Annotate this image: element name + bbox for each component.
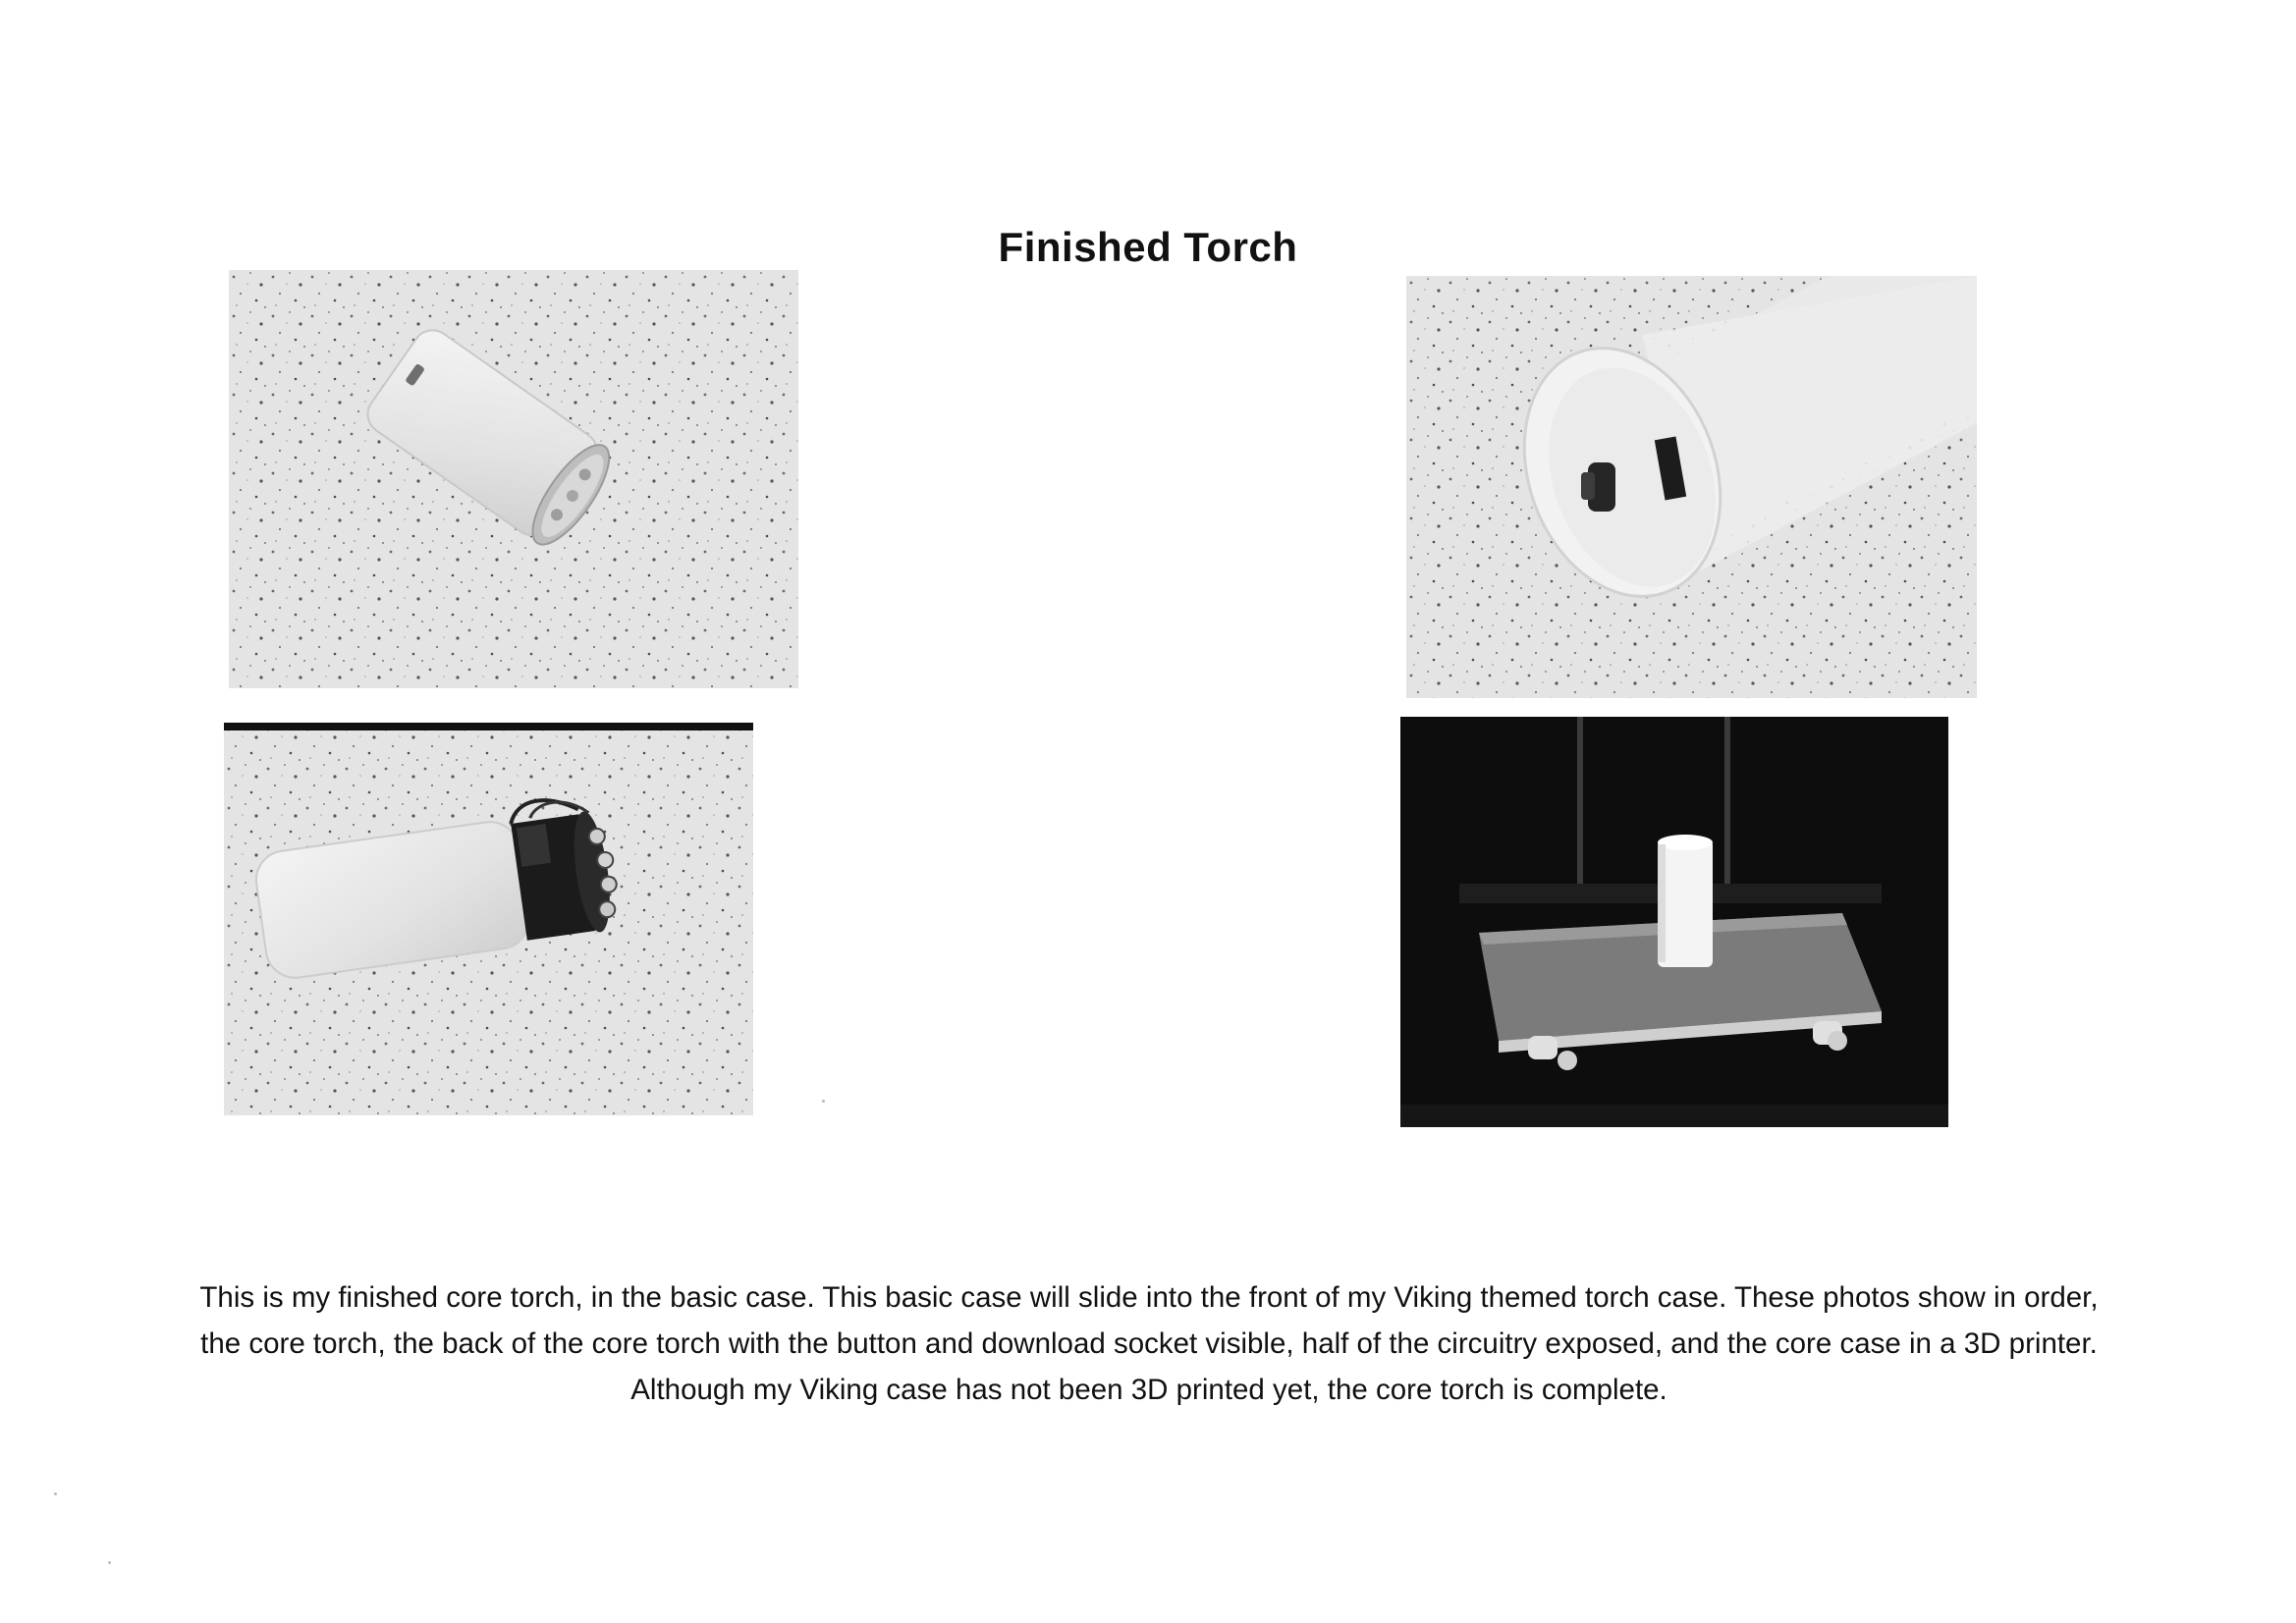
photo-core-case-in-3d-printer [1400,717,1948,1127]
photo-circuitry-exposed-image [224,723,753,1115]
caption-text: This is my finished core torch, in the basic case. This basic case will slide into the front of my Viking themed torch case. These photos show in order, the core torch, the back of the core torch with the button and download socket visible, half of the circuitry exposed, and the core case in a 3D printer. Although my Viking case has not been 3D printed yet, the core torch is complete. [199,1280,2099,1406]
scan-mark [108,1561,111,1564]
page-title: Finished Torch [998,224,1298,271]
scan-mark [822,1100,825,1103]
photo-core-torch-back [1406,276,1977,698]
photo-core-torch-back-image [1406,276,1977,698]
photo-core-case-in-3d-printer-image [1400,717,1948,1127]
photo-circuitry-exposed [224,723,753,1115]
photo-core-torch-image [229,270,798,688]
photo-core-torch [229,270,798,688]
scan-mark [54,1492,57,1495]
